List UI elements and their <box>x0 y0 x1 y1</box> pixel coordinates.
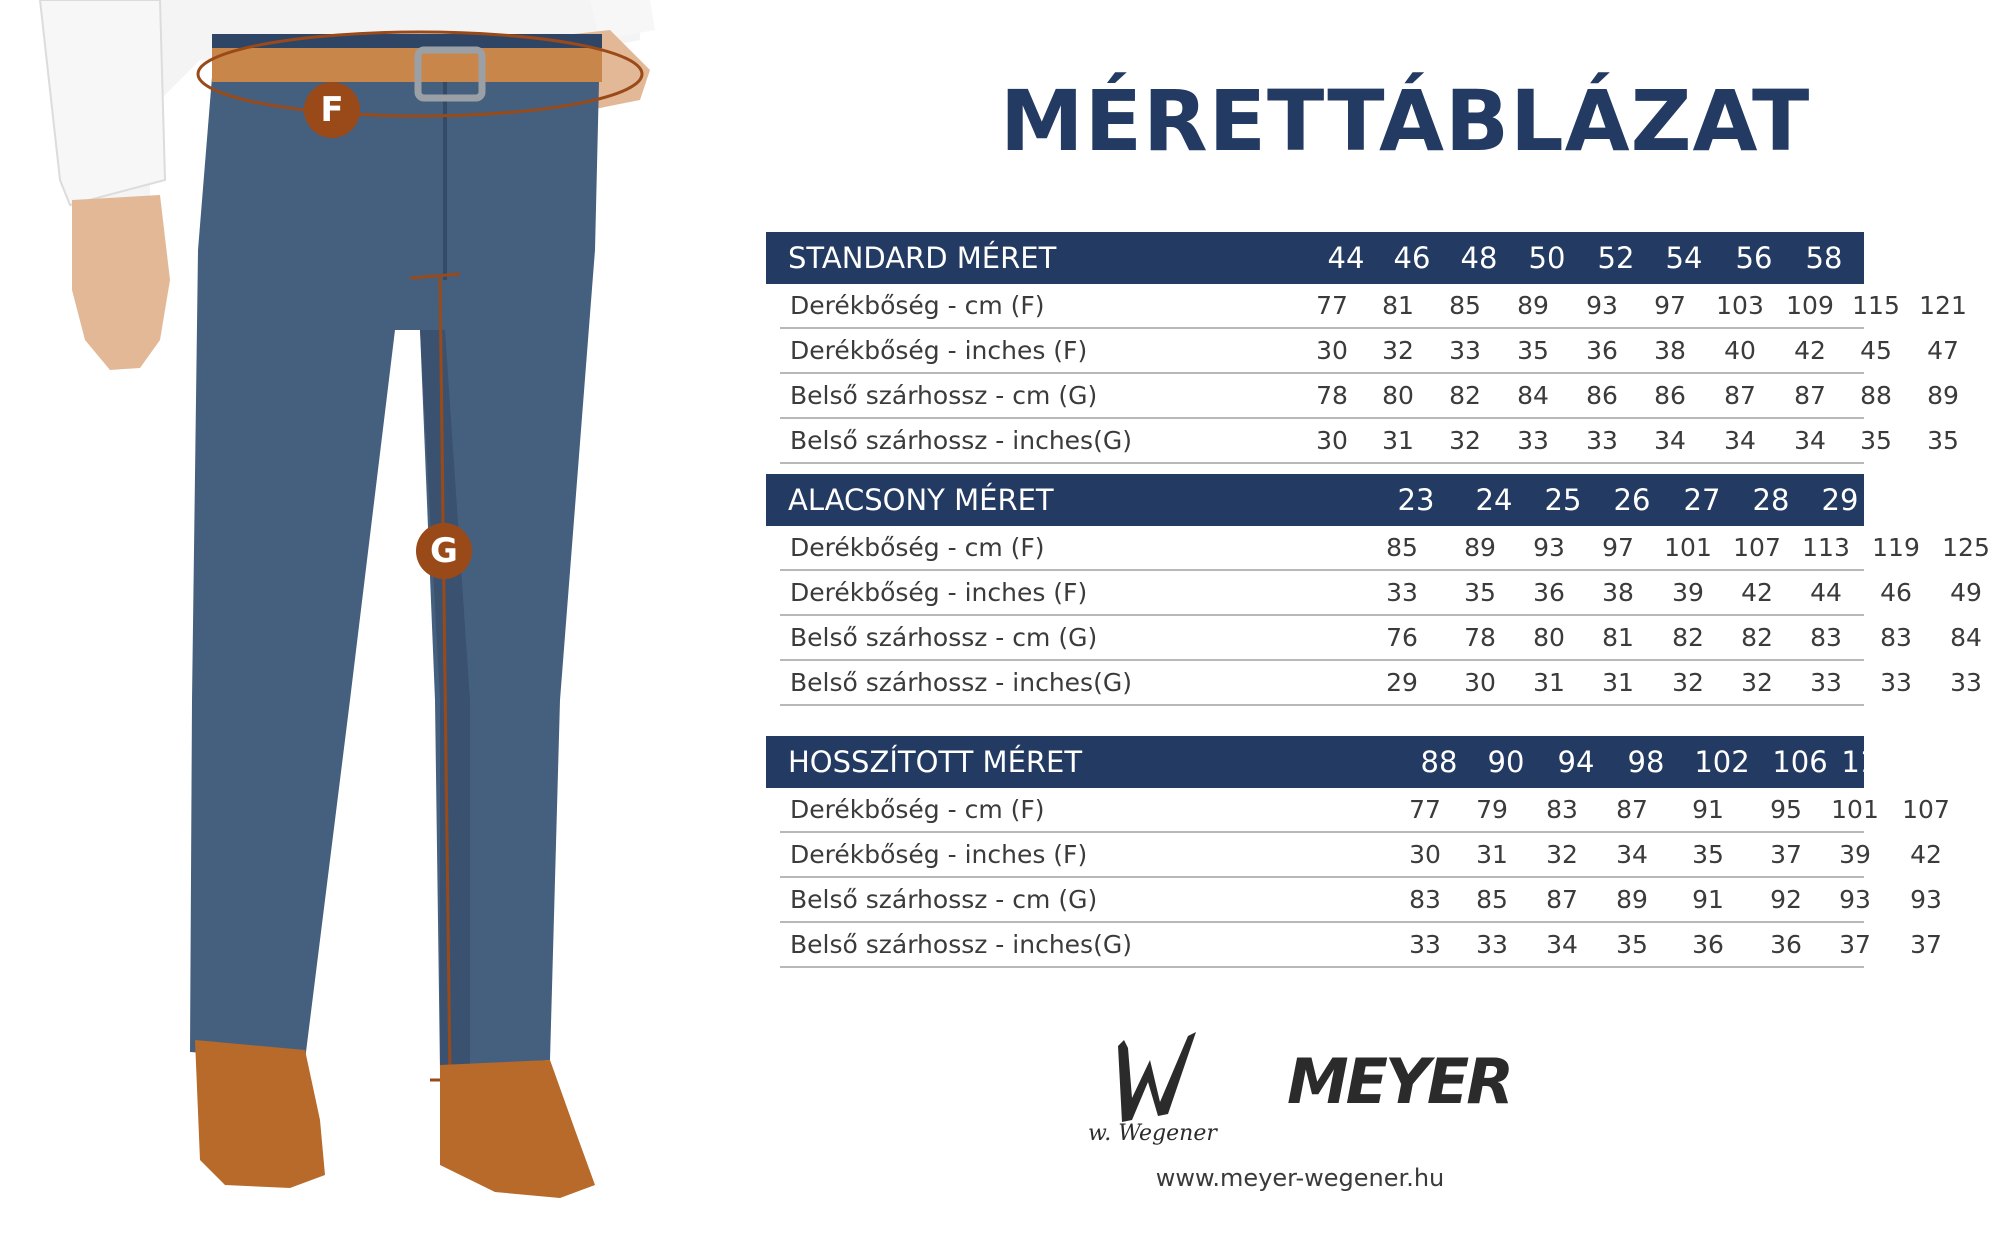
size-header-cell: 31 <box>1961 483 1999 517</box>
website-url: www.meyer-wegener.hu <box>1155 1164 1445 1192</box>
meyer-logo: MEYER <box>1286 1044 1512 1118</box>
size-header-cell: 106 <box>1772 745 1828 779</box>
value-cell: 38 <box>1654 336 1686 365</box>
size-header-cell: 114 <box>1912 745 1968 779</box>
value-cell: 113 <box>1802 533 1850 562</box>
value-cell: 31 <box>1602 668 1634 697</box>
value-cell: 37 <box>1910 930 1942 959</box>
value-cell: 115 <box>1852 291 1900 320</box>
value-cell: 85 <box>1476 885 1508 914</box>
size-header-cell: 94 <box>1557 745 1595 779</box>
value-cell: 37 <box>1770 840 1802 869</box>
size-header-cell: 102 <box>1694 745 1750 779</box>
value-cell: 35 <box>1464 578 1496 607</box>
size-header-cell: 90 <box>1487 745 1525 779</box>
value-cell: 85 <box>1386 533 1418 562</box>
size-header-cell: 58 <box>1805 241 1843 275</box>
trousers <box>190 40 600 1070</box>
table-header-label: HOSSZÍTOTT MÉRET <box>788 745 1083 779</box>
table-row <box>780 526 1990 571</box>
table-row <box>780 616 1982 661</box>
size-table-1 <box>766 232 1976 464</box>
value-cell: 103 <box>1716 291 1764 320</box>
value-cell: 33 <box>1386 578 1418 607</box>
row-label: Belső szárhossz - inches(G) <box>790 426 1132 455</box>
value-cell: 77 <box>1316 291 1348 320</box>
table-row <box>780 833 1942 878</box>
value-cell: 36 <box>1770 930 1802 959</box>
value-cell: 31 <box>1382 426 1414 455</box>
value-cell: 83 <box>1546 795 1578 824</box>
belt <box>212 46 602 82</box>
size-header-cell: 110 <box>1841 745 1897 779</box>
value-cell: 85 <box>1449 291 1481 320</box>
value-cell: 34 <box>1654 426 1686 455</box>
value-cell: 86 <box>1586 381 1618 410</box>
value-cell: 36 <box>1692 930 1724 959</box>
value-cell: 39 <box>1672 578 1704 607</box>
value-cell: 107 <box>1902 795 1950 824</box>
value-cell: 84 <box>1517 381 1549 410</box>
value-cell: 37 <box>1839 930 1871 959</box>
value-cell: 83 <box>1880 623 1912 652</box>
size-header-cell: 30 <box>1891 483 1929 517</box>
value-cell: 97 <box>1654 291 1686 320</box>
table-row <box>780 374 1959 419</box>
value-cell: 95 <box>1770 795 1802 824</box>
value-cell: 36 <box>1533 578 1565 607</box>
table-header <box>766 232 1976 284</box>
value-cell: 89 <box>1927 381 1959 410</box>
row-label: Belső szárhossz - inches(G) <box>790 930 1132 959</box>
value-cell: 34 <box>1724 426 1756 455</box>
table-row <box>780 878 1942 923</box>
value-cell: 107 <box>1733 533 1781 562</box>
size-header-cell: 48 <box>1460 241 1498 275</box>
value-cell: 42 <box>1741 578 1773 607</box>
value-cell: 39 <box>1839 840 1871 869</box>
size-header-cell: 25 <box>1544 483 1582 517</box>
value-cell: 33 <box>1950 668 1982 697</box>
value-cell: 31 <box>1476 840 1508 869</box>
value-cell: 83 <box>1409 885 1441 914</box>
value-cell: 89 <box>1517 291 1549 320</box>
value-cell: 36 <box>1586 336 1618 365</box>
table-row <box>780 419 1959 464</box>
value-cell: 76 <box>1386 623 1418 652</box>
value-cell: 101 <box>1831 795 1879 824</box>
row-label: Belső szárhossz - cm (G) <box>790 623 1098 652</box>
row-label: Belső szárhossz - cm (G) <box>790 381 1098 410</box>
table-header-label: ALACSONY MÉRET <box>788 483 1054 517</box>
left-hand <box>72 195 170 370</box>
table-header <box>766 736 1968 788</box>
value-cell: 30 <box>1409 840 1441 869</box>
table-header <box>766 474 1999 526</box>
size-header-cell: 44 <box>1327 241 1365 275</box>
value-cell: 93 <box>1533 533 1565 562</box>
value-cell: 32 <box>1382 336 1414 365</box>
table-row <box>780 329 1959 374</box>
value-cell: 121 <box>1919 291 1967 320</box>
value-cell: 91 <box>1692 795 1724 824</box>
value-cell: 82 <box>1741 623 1773 652</box>
value-cell: 78 <box>1464 623 1496 652</box>
value-cell: 32 <box>1546 840 1578 869</box>
value-cell: 38 <box>1602 578 1634 607</box>
size-header-cell: 46 <box>1393 241 1431 275</box>
left-shoe <box>195 1040 325 1188</box>
size-header-cell: 56 <box>1735 241 1773 275</box>
value-cell: 42 <box>1910 840 1942 869</box>
row-label: Derékbőség - inches (F) <box>790 840 1088 869</box>
value-cell: 29 <box>1386 668 1418 697</box>
value-cell: 81 <box>1382 291 1414 320</box>
value-cell: 109 <box>1786 291 1834 320</box>
row-label: Belső szárhossz - cm (G) <box>790 885 1098 914</box>
waist-marker-f: F <box>304 82 360 138</box>
size-header-cell: 98 <box>1627 745 1665 779</box>
value-cell: 44 <box>1810 578 1842 607</box>
value-cell: 86 <box>1654 381 1686 410</box>
value-cell: 34 <box>1616 840 1648 869</box>
value-cell: 47 <box>1927 336 1959 365</box>
size-header-cell: 60 <box>1871 241 1909 275</box>
value-cell: 87 <box>1546 885 1578 914</box>
inseam-marker-g: G <box>416 523 472 579</box>
value-cell: 34 <box>1546 930 1578 959</box>
wegener-logo-text: w. Wegener <box>1088 1121 1217 1146</box>
trousers-illustration <box>0 0 720 1238</box>
size-header-cell: 26 <box>1613 483 1651 517</box>
value-cell: 101 <box>1664 533 1712 562</box>
table-row <box>780 571 1982 616</box>
table-row <box>780 788 1950 833</box>
value-cell: 30 <box>1316 426 1348 455</box>
value-cell: 87 <box>1794 381 1826 410</box>
row-label: Derékbőség - cm (F) <box>790 795 1045 824</box>
size-table-2 <box>766 474 1999 706</box>
value-cell: 35 <box>1860 426 1892 455</box>
size-header-cell: 23 <box>1397 483 1435 517</box>
value-cell: 35 <box>1517 336 1549 365</box>
size-header-cell: 88 <box>1420 745 1458 779</box>
size-header-cell: 28 <box>1752 483 1790 517</box>
value-cell: 33 <box>1517 426 1549 455</box>
value-cell: 79 <box>1476 795 1508 824</box>
table-row <box>780 661 1982 706</box>
size-header-cell: 52 <box>1597 241 1635 275</box>
belt-waistband <box>212 34 602 48</box>
size-header-cell: 62 <box>1938 241 1976 275</box>
value-cell: 30 <box>1464 668 1496 697</box>
size-header-cell: 29 <box>1821 483 1859 517</box>
value-cell: 80 <box>1533 623 1565 652</box>
value-cell: 80 <box>1382 381 1414 410</box>
value-cell: 35 <box>1692 840 1724 869</box>
value-cell: 33 <box>1810 668 1842 697</box>
value-cell: 33 <box>1880 668 1912 697</box>
value-cell: 87 <box>1724 381 1756 410</box>
value-cell: 82 <box>1672 623 1704 652</box>
value-cell: 42 <box>1794 336 1826 365</box>
value-cell: 46 <box>1880 578 1912 607</box>
value-cell: 31 <box>1533 668 1565 697</box>
size-header-cell: 24 <box>1475 483 1513 517</box>
value-cell: 33 <box>1586 426 1618 455</box>
page-title: MÉRETTÁBLÁZAT <box>1000 72 1811 170</box>
shirt-cuff-left <box>40 0 165 205</box>
value-cell: 87 <box>1616 795 1648 824</box>
value-cell: 33 <box>1409 930 1441 959</box>
row-label: Derékbőség - cm (F) <box>790 291 1045 320</box>
value-cell: 32 <box>1449 426 1481 455</box>
value-cell: 83 <box>1810 623 1842 652</box>
size-header-cell: 54 <box>1665 241 1703 275</box>
value-cell: 77 <box>1409 795 1441 824</box>
value-cell: 35 <box>1927 426 1959 455</box>
value-cell: 89 <box>1464 533 1496 562</box>
size-header-cell: 50 <box>1528 241 1566 275</box>
table-row <box>780 284 1967 329</box>
row-label: Derékbőség - inches (F) <box>790 336 1088 365</box>
value-cell: 97 <box>1602 533 1634 562</box>
value-cell: 35 <box>1616 930 1648 959</box>
right-shoe <box>440 1060 595 1198</box>
row-label: Derékbőség - cm (F) <box>790 533 1045 562</box>
value-cell: 119 <box>1872 533 1920 562</box>
row-label: Belső szárhossz - inches(G) <box>790 668 1132 697</box>
value-cell: 40 <box>1724 336 1756 365</box>
value-cell: 49 <box>1950 578 1982 607</box>
value-cell: 89 <box>1616 885 1648 914</box>
value-cell: 82 <box>1449 381 1481 410</box>
value-cell: 33 <box>1476 930 1508 959</box>
value-cell: 32 <box>1741 668 1773 697</box>
value-cell: 92 <box>1770 885 1802 914</box>
size-table-3 <box>766 736 1968 968</box>
table-header-label: STANDARD MÉRET <box>788 241 1057 275</box>
value-cell: 125 <box>1942 533 1990 562</box>
value-cell: 34 <box>1794 426 1826 455</box>
value-cell: 93 <box>1839 885 1871 914</box>
table-row <box>780 923 1942 968</box>
wegener-logo <box>1088 1012 1238 1146</box>
value-cell: 93 <box>1586 291 1618 320</box>
value-cell: 93 <box>1910 885 1942 914</box>
value-cell: 88 <box>1860 381 1892 410</box>
value-cell: 78 <box>1316 381 1348 410</box>
value-cell: 33 <box>1449 336 1481 365</box>
value-cell: 45 <box>1860 336 1892 365</box>
value-cell: 84 <box>1950 623 1982 652</box>
value-cell: 30 <box>1316 336 1348 365</box>
value-cell: 91 <box>1692 885 1724 914</box>
value-cell: 32 <box>1672 668 1704 697</box>
row-label: Derékbőség - inches (F) <box>790 578 1088 607</box>
size-header-cell: 27 <box>1683 483 1721 517</box>
value-cell: 81 <box>1602 623 1634 652</box>
